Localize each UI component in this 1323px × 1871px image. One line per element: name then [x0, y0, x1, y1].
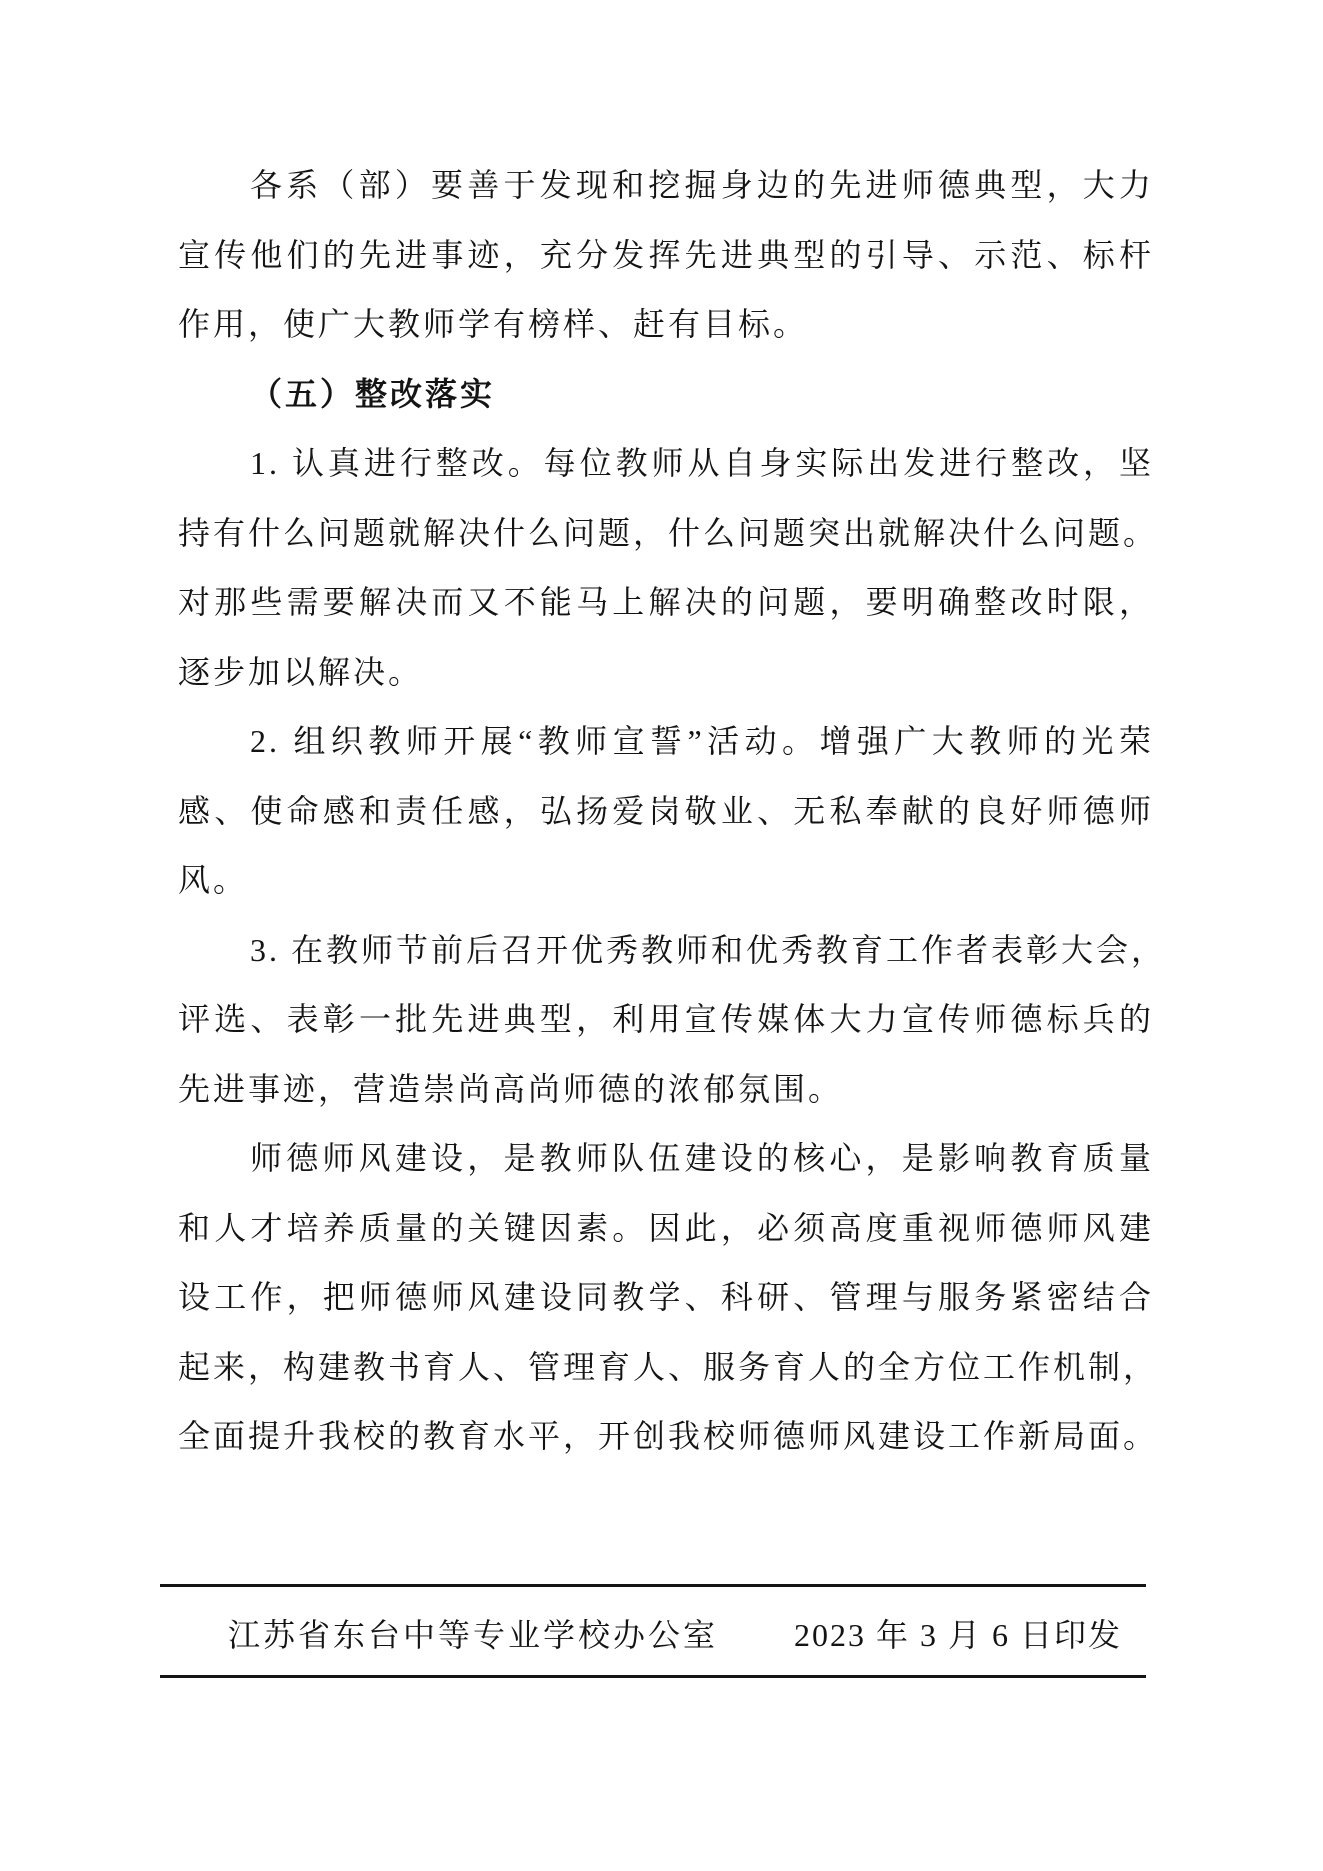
- section-heading: （五）整改落实: [250, 375, 496, 412]
- intro-paragraph: [178, 151, 1154, 360]
- footer-bottom-rule: [160, 1675, 1146, 1678]
- list-item: [178, 707, 1154, 916]
- paragraph-line: 和人才培养质量的关键因素。因此，必须高度重视师德师风建: [178, 1209, 1154, 1246]
- paragraph-line: 感、使命感和责任感，弘扬爱岗敬业、无私奉献的良好师德师: [178, 792, 1154, 829]
- closing-paragraph: [178, 1124, 1159, 1472]
- paragraph-line: 1. 认真进行整改。每位教师从自身实际出发进行整改，坚: [250, 445, 1154, 481]
- paragraph-line: 对那些需要解决而又不能马上解决的问题，要明确整改时限，: [178, 584, 1154, 620]
- paragraph-line: 设工作，把师德师风建设同教学、科研、管理与服务紧密结合: [178, 1279, 1154, 1315]
- paragraph-line: 先进事迹，营造崇尚高尚师德的浓郁氛围。: [178, 1070, 844, 1107]
- paragraph-line: 风。: [178, 862, 249, 898]
- paragraph-line: 持有什么问题就解决什么问题，什么问题突出就解决什么问题。: [178, 514, 1159, 551]
- paragraph-line: 2. 组织教师开展“教师宣誓”活动。增强广大教师的光荣: [250, 723, 1154, 759]
- list-item: [178, 429, 1159, 707]
- paragraph-line: 宣传他们的先进事迹，充分发挥先进典型的引导、示范、标杆: [178, 236, 1154, 273]
- paragraph-line: 各系（部）要善于发现和挖掘身边的先进师德典型，大力: [250, 167, 1154, 203]
- footer-date: 2023 年 3 月 6 日印发: [794, 1617, 1123, 1653]
- document-body: [178, 151, 1167, 1472]
- paragraph-line: 3. 在教师节前后召开优秀教师和优秀教育工作者表彰大会，: [250, 931, 1167, 968]
- paragraph-line: 起来，构建教书育人、管理育人、服务育人的全方位工作机制，: [178, 1348, 1159, 1385]
- paragraph-line: 师德师风建设，是教师队伍建设的核心，是影响教育质量: [250, 1140, 1154, 1176]
- paragraph-line: 逐步加以解决。: [178, 653, 424, 690]
- footer-top-rule: [160, 1584, 1146, 1587]
- list-item: [178, 916, 1167, 1125]
- footer-issuer: 江苏省东台中等专业学校办公室: [228, 1617, 719, 1653]
- paragraph-line: 评选、表彰一批先进典型，利用宣传媒体大力宣传师德标兵的: [178, 1001, 1154, 1037]
- paragraph-line: 作用，使广大教师学有榜样、赶有目标。: [178, 306, 809, 342]
- paragraph-line: 全面提升我校的教育水平，开创我校师德师风建设工作新局面。: [178, 1418, 1159, 1454]
